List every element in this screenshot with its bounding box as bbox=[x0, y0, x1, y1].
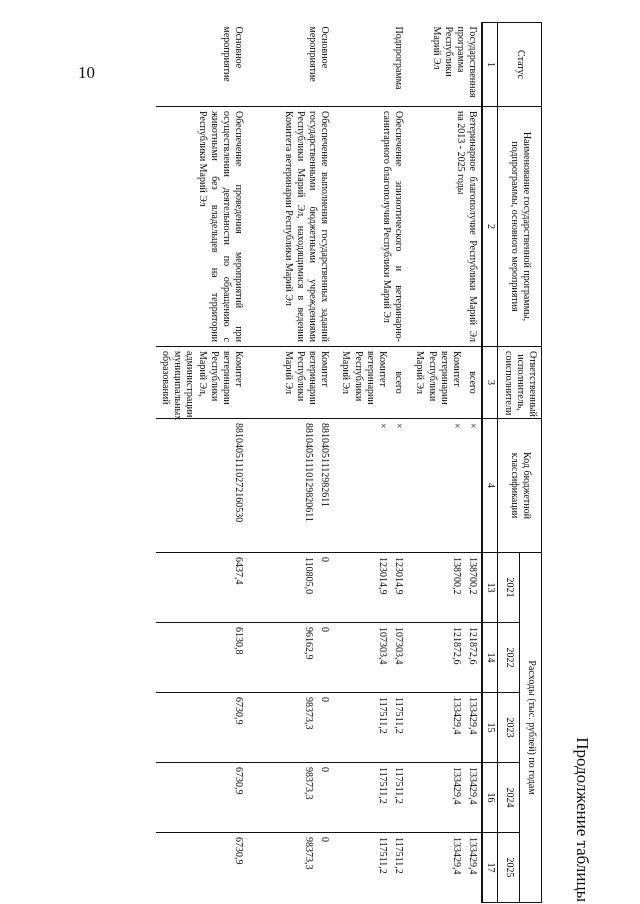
code-cross: × bbox=[377, 423, 389, 429]
header-year: 2024 bbox=[498, 763, 520, 833]
value-cell: 107303,4 bbox=[377, 627, 389, 665]
row-name: Обеспечение выполнения государственных заданий государственными бюджетными учреждениями Республики Марий Эл, находящимися в ведении Комитета ветеринарии Республики Марий Эл bbox=[247, 107, 333, 347]
row-status: Основное мероприятие bbox=[156, 23, 247, 107]
value-cell: 0 bbox=[319, 697, 331, 702]
row-responsible: Комитет ветеринарии Республики Марий Эл bbox=[247, 347, 333, 419]
value-cell: 98373,3 bbox=[303, 837, 315, 870]
row-code bbox=[333, 419, 407, 553]
header-name: Наименование государственной программы, подпрограммы, основного мероприятия bbox=[498, 107, 542, 347]
value-cell: 133429,4 bbox=[451, 837, 463, 875]
row-responsible bbox=[407, 347, 482, 419]
table-row-main-activity bbox=[247, 23, 333, 903]
column-number: 15 bbox=[482, 693, 498, 763]
row-code bbox=[247, 419, 333, 553]
column-number: 2 bbox=[482, 107, 498, 347]
value-cell: 107303,4 bbox=[393, 627, 405, 665]
value-cell: 133429,4 bbox=[451, 697, 463, 735]
row-name: Обеспечение проведения мероприятий при осуществлении деятельности по обращению с животными без владельцев на территории Республики Марий Эл bbox=[156, 107, 247, 347]
row-code: 88104051110272160530 bbox=[156, 419, 247, 553]
responsible-committee: Комитет ветеринарии Республики Марий Эл bbox=[414, 351, 463, 405]
column-number: 1 bbox=[482, 23, 498, 107]
value-cell: 117511,2 bbox=[377, 767, 389, 804]
row-responsible bbox=[333, 347, 407, 419]
value-cell: 6730,9 bbox=[156, 693, 247, 763]
responsible-committee: Комитет ветеринарии Республики Марий Эл bbox=[340, 351, 389, 405]
value-cell: 117511,2 bbox=[393, 697, 405, 734]
row-status: Государственная программа Республики Марий Эл bbox=[407, 23, 482, 107]
value-cell: 0 bbox=[319, 837, 331, 842]
header-year: 2022 bbox=[498, 623, 520, 693]
value-cell: 96162,9 bbox=[303, 627, 315, 660]
row-status: Подпрограмма bbox=[333, 23, 407, 107]
value-cell: 6130,8 bbox=[156, 623, 247, 693]
header-status: Статус bbox=[498, 23, 542, 107]
value-cell: 0 bbox=[319, 557, 331, 562]
header-row-1 bbox=[520, 23, 542, 903]
code-value: 88104051110129820611 bbox=[303, 423, 315, 522]
budget-table bbox=[156, 22, 542, 903]
code-cross: × bbox=[467, 423, 479, 429]
value-cell: 123014,9 bbox=[377, 557, 389, 595]
responsible-total: всего bbox=[467, 371, 479, 394]
page-number: 10 bbox=[78, 63, 95, 82]
column-number: 14 bbox=[482, 623, 498, 693]
column-number: 16 bbox=[482, 763, 498, 833]
column-number: 17 bbox=[482, 833, 498, 903]
value-cell: 123014,9 bbox=[393, 557, 405, 595]
column-number: 4 bbox=[482, 419, 498, 553]
value-cell: 98373,3 bbox=[303, 767, 315, 800]
value-cell: 117511,2 bbox=[377, 837, 389, 874]
continuation-caption: Продолжение таблицы bbox=[573, 737, 592, 902]
row-name: Ветеринарное благополучие Республики Марий Эл на 2013 - 2025 годы bbox=[407, 107, 482, 347]
code-cross: × bbox=[451, 423, 463, 429]
column-number: 13 bbox=[482, 553, 498, 623]
header-year: 2023 bbox=[498, 693, 520, 763]
responsible-total: всего bbox=[393, 371, 405, 394]
value-cell: 117511,2 bbox=[377, 697, 389, 734]
value-cell: 133429,4 bbox=[451, 767, 463, 805]
value-cell: 6437,4 bbox=[156, 553, 247, 623]
column-number: 3 bbox=[482, 347, 498, 419]
value-cell: 121872,6 bbox=[451, 627, 463, 665]
value-cell: 6730,9 bbox=[233, 837, 245, 865]
value-cell: 138700,2 bbox=[467, 557, 479, 595]
column-numbers-row bbox=[482, 23, 498, 903]
value-cell: 6730,9 bbox=[156, 763, 247, 833]
table-row-main-activity bbox=[156, 23, 247, 903]
header-expenses: Расходы (тыс. рублей) по годам bbox=[520, 553, 542, 903]
code-cross: × bbox=[393, 423, 405, 429]
row-code bbox=[407, 419, 482, 553]
value-cell: 0 bbox=[319, 627, 331, 632]
header-code: Код бюджетной классификации bbox=[498, 419, 542, 553]
value-cell: 133429,4 bbox=[467, 697, 479, 735]
header-year: 2025 bbox=[498, 833, 520, 903]
value-cell: 133429,4 bbox=[467, 837, 479, 875]
value-cell: 0 bbox=[319, 767, 331, 772]
value-cell: 117511,2 bbox=[393, 837, 405, 874]
table-row-subprogram bbox=[333, 23, 407, 903]
rotated-table-page bbox=[20, 22, 600, 902]
value-cell: 121872,6 bbox=[467, 627, 479, 665]
table-row-program bbox=[407, 23, 482, 903]
header-year: 2021 bbox=[498, 553, 520, 623]
row-name: Обеспечение эпизоотического и ветеринарно-санитарного благополучия Республики Марий Эл bbox=[333, 107, 407, 347]
value-cell: 98373,3 bbox=[303, 697, 315, 730]
value-cell: 110805,0 bbox=[303, 557, 315, 595]
code-value: 88104051112982611 bbox=[319, 423, 331, 507]
row-responsible: Комитет ветеринарии Республики Марий Эл, администрации муниципальных образований bbox=[156, 347, 247, 419]
value-cell: 117511,2 bbox=[393, 767, 405, 804]
row-status: Основное мероприятие bbox=[247, 23, 333, 107]
value-cell: 138700,2 bbox=[451, 557, 463, 595]
value-cell: 133429,4 bbox=[467, 767, 479, 805]
header-responsible: Ответственный исполнитель, соисполнители bbox=[498, 347, 542, 419]
